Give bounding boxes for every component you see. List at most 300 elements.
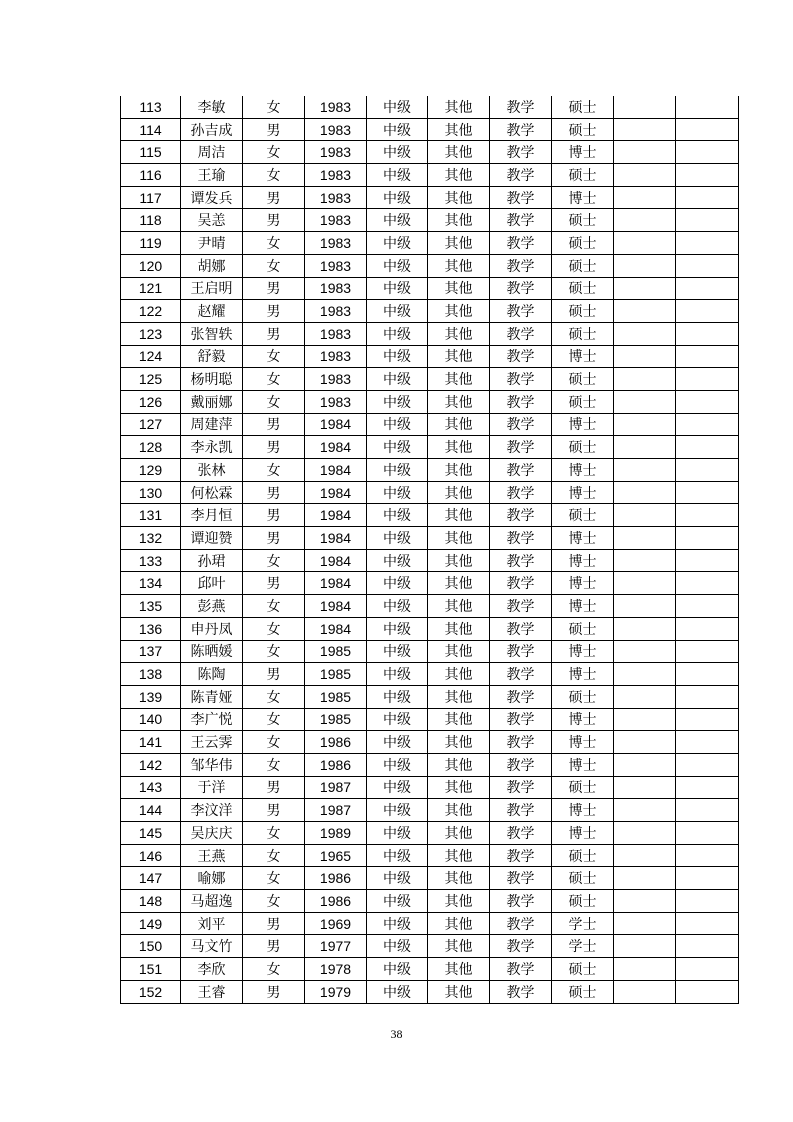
gender-cell: 女	[243, 640, 305, 663]
title-level-cell: 中级	[367, 322, 428, 345]
job-type-cell: 教学	[490, 504, 552, 527]
birth-year-cell: 1978	[305, 958, 367, 981]
row-number-cell: 124	[121, 345, 181, 368]
title-level-cell: 中级	[367, 958, 428, 981]
name-cell: 谭发兵	[181, 186, 243, 209]
job-type-cell: 教学	[490, 322, 552, 345]
job-type-cell: 教学	[490, 390, 552, 413]
row-number-cell: 147	[121, 867, 181, 890]
gender-cell: 女	[243, 232, 305, 255]
blank-col-9-cell	[614, 640, 676, 663]
job-type-cell: 教学	[490, 595, 552, 618]
title-level-cell: 中级	[367, 549, 428, 572]
blank-col-9-cell	[614, 118, 676, 141]
category-cell: 其他	[428, 890, 490, 913]
birth-year-cell: 1984	[305, 617, 367, 640]
blank-col-9-cell	[614, 527, 676, 550]
job-type-cell: 教学	[490, 572, 552, 595]
birth-year-cell: 1983	[305, 300, 367, 323]
birth-year-cell: 1984	[305, 595, 367, 618]
category-cell: 其他	[428, 663, 490, 686]
title-level-cell: 中级	[367, 527, 428, 550]
birth-year-cell: 1983	[305, 345, 367, 368]
blank-col-9-cell	[614, 345, 676, 368]
row-number-cell: 117	[121, 186, 181, 209]
job-type-cell: 教学	[490, 958, 552, 981]
degree-cell: 硕士	[552, 232, 614, 255]
name-cell: 于洋	[181, 776, 243, 799]
name-cell: 周洁	[181, 141, 243, 164]
blank-col-10-cell	[676, 753, 739, 776]
gender-cell: 男	[243, 413, 305, 436]
gender-cell: 女	[243, 254, 305, 277]
blank-col-9-cell	[614, 209, 676, 232]
job-type-cell: 教学	[490, 935, 552, 958]
degree-cell: 博士	[552, 141, 614, 164]
degree-cell: 硕士	[552, 322, 614, 345]
job-type-cell: 教学	[490, 186, 552, 209]
blank-col-10-cell	[676, 436, 739, 459]
birth-year-cell: 1983	[305, 254, 367, 277]
blank-col-9-cell	[614, 413, 676, 436]
job-type-cell: 教学	[490, 141, 552, 164]
blank-col-10-cell	[676, 368, 739, 391]
category-cell: 其他	[428, 504, 490, 527]
blank-col-10-cell	[676, 209, 739, 232]
row-number-cell: 120	[121, 254, 181, 277]
name-cell: 张林	[181, 459, 243, 482]
birth-year-cell: 1983	[305, 141, 367, 164]
blank-col-9-cell	[614, 572, 676, 595]
table-row	[121, 209, 739, 232]
staff-table	[120, 96, 739, 1004]
job-type-cell: 教学	[490, 209, 552, 232]
job-type-cell: 教学	[490, 300, 552, 323]
birth-year-cell: 1984	[305, 459, 367, 482]
name-cell: 刘平	[181, 912, 243, 935]
birth-year-cell: 1987	[305, 776, 367, 799]
blank-col-9-cell	[614, 277, 676, 300]
category-cell: 其他	[428, 685, 490, 708]
birth-year-cell: 1986	[305, 731, 367, 754]
category-cell: 其他	[428, 186, 490, 209]
name-cell: 何松霖	[181, 481, 243, 504]
category-cell: 其他	[428, 822, 490, 845]
name-cell: 邱叶	[181, 572, 243, 595]
degree-cell: 硕士	[552, 209, 614, 232]
gender-cell: 男	[243, 436, 305, 459]
blank-col-9-cell	[614, 799, 676, 822]
table-row	[121, 912, 739, 935]
blank-col-10-cell	[676, 322, 739, 345]
blank-col-10-cell	[676, 617, 739, 640]
title-level-cell: 中级	[367, 209, 428, 232]
degree-cell: 博士	[552, 481, 614, 504]
name-cell: 陈陶	[181, 663, 243, 686]
title-level-cell: 中级	[367, 595, 428, 618]
birth-year-cell: 1986	[305, 753, 367, 776]
table-row	[121, 685, 739, 708]
job-type-cell: 教学	[490, 663, 552, 686]
category-cell: 其他	[428, 481, 490, 504]
job-type-cell: 教学	[490, 731, 552, 754]
job-type-cell: 教学	[490, 549, 552, 572]
blank-col-9-cell	[614, 844, 676, 867]
degree-cell: 博士	[552, 413, 614, 436]
gender-cell: 男	[243, 799, 305, 822]
name-cell: 王瑜	[181, 164, 243, 187]
title-level-cell: 中级	[367, 799, 428, 822]
row-number-cell: 149	[121, 912, 181, 935]
table-row	[121, 799, 739, 822]
blank-col-9-cell	[614, 685, 676, 708]
title-level-cell: 中级	[367, 572, 428, 595]
table-row	[121, 822, 739, 845]
blank-col-9-cell	[614, 867, 676, 890]
title-level-cell: 中级	[367, 708, 428, 731]
category-cell: 其他	[428, 300, 490, 323]
birth-year-cell: 1985	[305, 708, 367, 731]
blank-col-9-cell	[614, 753, 676, 776]
job-type-cell: 教学	[490, 345, 552, 368]
row-number-cell: 141	[121, 731, 181, 754]
category-cell: 其他	[428, 776, 490, 799]
title-level-cell: 中级	[367, 640, 428, 663]
row-number-cell: 150	[121, 935, 181, 958]
blank-col-10-cell	[676, 96, 739, 118]
birth-year-cell: 1977	[305, 935, 367, 958]
title-level-cell: 中级	[367, 776, 428, 799]
blank-col-10-cell	[676, 572, 739, 595]
blank-col-10-cell	[676, 459, 739, 482]
row-number-cell: 138	[121, 663, 181, 686]
title-level-cell: 中级	[367, 481, 428, 504]
blank-col-9-cell	[614, 617, 676, 640]
blank-col-10-cell	[676, 799, 739, 822]
birth-year-cell: 1983	[305, 164, 367, 187]
gender-cell: 女	[243, 549, 305, 572]
title-level-cell: 中级	[367, 504, 428, 527]
row-number-cell: 145	[121, 822, 181, 845]
category-cell: 其他	[428, 867, 490, 890]
degree-cell: 硕士	[552, 436, 614, 459]
birth-year-cell: 1986	[305, 867, 367, 890]
birth-year-cell: 1984	[305, 572, 367, 595]
title-level-cell: 中级	[367, 164, 428, 187]
row-number-cell: 136	[121, 617, 181, 640]
job-type-cell: 教学	[490, 527, 552, 550]
gender-cell: 男	[243, 527, 305, 550]
name-cell: 舒毅	[181, 345, 243, 368]
table-row	[121, 753, 739, 776]
title-level-cell: 中级	[367, 753, 428, 776]
job-type-cell: 教学	[490, 368, 552, 391]
blank-col-10-cell	[676, 822, 739, 845]
blank-col-9-cell	[614, 481, 676, 504]
category-cell: 其他	[428, 164, 490, 187]
name-cell: 李永凯	[181, 436, 243, 459]
blank-col-9-cell	[614, 958, 676, 981]
blank-col-10-cell	[676, 232, 739, 255]
degree-cell: 学士	[552, 935, 614, 958]
blank-col-9-cell	[614, 504, 676, 527]
table-row	[121, 141, 739, 164]
row-number-cell: 130	[121, 481, 181, 504]
blank-col-10-cell	[676, 595, 739, 618]
title-level-cell: 中级	[367, 232, 428, 255]
category-cell: 其他	[428, 595, 490, 618]
table-row	[121, 708, 739, 731]
title-level-cell: 中级	[367, 685, 428, 708]
name-cell: 喻娜	[181, 867, 243, 890]
name-cell: 马超逸	[181, 890, 243, 913]
row-number-cell: 135	[121, 595, 181, 618]
blank-col-9-cell	[614, 549, 676, 572]
table-row	[121, 527, 739, 550]
title-level-cell: 中级	[367, 96, 428, 118]
blank-col-10-cell	[676, 844, 739, 867]
name-cell: 邹华伟	[181, 753, 243, 776]
job-type-cell: 教学	[490, 867, 552, 890]
category-cell: 其他	[428, 912, 490, 935]
row-number-cell: 116	[121, 164, 181, 187]
gender-cell: 男	[243, 277, 305, 300]
title-level-cell: 中级	[367, 617, 428, 640]
gender-cell: 女	[243, 595, 305, 618]
name-cell: 王燕	[181, 844, 243, 867]
category-cell: 其他	[428, 118, 490, 141]
table-row	[121, 390, 739, 413]
blank-col-10-cell	[676, 413, 739, 436]
job-type-cell: 教学	[490, 822, 552, 845]
table-row	[121, 504, 739, 527]
blank-col-9-cell	[614, 300, 676, 323]
table-row	[121, 935, 739, 958]
blank-col-9-cell	[614, 232, 676, 255]
table-row	[121, 572, 739, 595]
row-number-cell: 142	[121, 753, 181, 776]
degree-cell: 博士	[552, 663, 614, 686]
table-row	[121, 254, 739, 277]
blank-col-10-cell	[676, 685, 739, 708]
title-level-cell: 中级	[367, 345, 428, 368]
category-cell: 其他	[428, 799, 490, 822]
row-number-cell: 121	[121, 277, 181, 300]
title-level-cell: 中级	[367, 935, 428, 958]
blank-col-10-cell	[676, 663, 739, 686]
row-number-cell: 129	[121, 459, 181, 482]
name-cell: 陈青娅	[181, 685, 243, 708]
job-type-cell: 教学	[490, 413, 552, 436]
title-level-cell: 中级	[367, 436, 428, 459]
degree-cell: 硕士	[552, 390, 614, 413]
title-level-cell: 中级	[367, 413, 428, 436]
job-type-cell: 教学	[490, 640, 552, 663]
table-row	[121, 549, 739, 572]
table-row	[121, 345, 739, 368]
blank-col-10-cell	[676, 549, 739, 572]
degree-cell: 博士	[552, 572, 614, 595]
category-cell: 其他	[428, 368, 490, 391]
name-cell: 彭燕	[181, 595, 243, 618]
blank-col-10-cell	[676, 141, 739, 164]
title-level-cell: 中级	[367, 890, 428, 913]
title-level-cell: 中级	[367, 277, 428, 300]
job-type-cell: 教学	[490, 277, 552, 300]
blank-col-10-cell	[676, 345, 739, 368]
degree-cell: 硕士	[552, 300, 614, 323]
table-row	[121, 118, 739, 141]
gender-cell: 男	[243, 504, 305, 527]
title-level-cell: 中级	[367, 822, 428, 845]
job-type-cell: 教学	[490, 708, 552, 731]
table-row	[121, 481, 739, 504]
blank-col-10-cell	[676, 912, 739, 935]
blank-col-9-cell	[614, 164, 676, 187]
degree-cell: 硕士	[552, 254, 614, 277]
table-row	[121, 640, 739, 663]
category-cell: 其他	[428, 459, 490, 482]
blank-col-9-cell	[614, 459, 676, 482]
blank-col-10-cell	[676, 708, 739, 731]
row-number-cell: 137	[121, 640, 181, 663]
degree-cell: 硕士	[552, 164, 614, 187]
name-cell: 杨明聪	[181, 368, 243, 391]
name-cell: 陈晒媛	[181, 640, 243, 663]
category-cell: 其他	[428, 753, 490, 776]
job-type-cell: 教学	[490, 753, 552, 776]
table-row	[121, 186, 739, 209]
title-level-cell: 中级	[367, 186, 428, 209]
table-row	[121, 776, 739, 799]
birth-year-cell: 1983	[305, 232, 367, 255]
row-number-cell: 114	[121, 118, 181, 141]
birth-year-cell: 1987	[305, 799, 367, 822]
gender-cell: 女	[243, 617, 305, 640]
degree-cell: 硕士	[552, 844, 614, 867]
degree-cell: 硕士	[552, 685, 614, 708]
gender-cell: 女	[243, 844, 305, 867]
birth-year-cell: 1969	[305, 912, 367, 935]
title-level-cell: 中级	[367, 459, 428, 482]
blank-col-9-cell	[614, 935, 676, 958]
degree-cell: 博士	[552, 186, 614, 209]
title-level-cell: 中级	[367, 844, 428, 867]
table-row	[121, 958, 739, 981]
gender-cell: 男	[243, 118, 305, 141]
name-cell: 李汶洋	[181, 799, 243, 822]
name-cell: 马文竹	[181, 935, 243, 958]
blank-col-10-cell	[676, 300, 739, 323]
blank-col-10-cell	[676, 980, 739, 1003]
birth-year-cell: 1965	[305, 844, 367, 867]
gender-cell: 女	[243, 459, 305, 482]
birth-year-cell: 1984	[305, 481, 367, 504]
job-type-cell: 教学	[490, 844, 552, 867]
gender-cell: 男	[243, 572, 305, 595]
category-cell: 其他	[428, 322, 490, 345]
job-type-cell: 教学	[490, 912, 552, 935]
degree-cell: 博士	[552, 459, 614, 482]
name-cell: 李敏	[181, 96, 243, 118]
table-row	[121, 96, 739, 118]
title-level-cell: 中级	[367, 141, 428, 164]
row-number-cell: 128	[121, 436, 181, 459]
table-row	[121, 731, 739, 754]
blank-col-9-cell	[614, 390, 676, 413]
category-cell: 其他	[428, 640, 490, 663]
job-type-cell: 教学	[490, 776, 552, 799]
birth-year-cell: 1983	[305, 277, 367, 300]
row-number-cell: 127	[121, 413, 181, 436]
title-level-cell: 中级	[367, 300, 428, 323]
birth-year-cell: 1985	[305, 640, 367, 663]
table-row	[121, 368, 739, 391]
category-cell: 其他	[428, 96, 490, 118]
category-cell: 其他	[428, 209, 490, 232]
category-cell: 其他	[428, 527, 490, 550]
gender-cell: 女	[243, 731, 305, 754]
gender-cell: 女	[243, 368, 305, 391]
degree-cell: 硕士	[552, 958, 614, 981]
blank-col-10-cell	[676, 527, 739, 550]
title-level-cell: 中级	[367, 867, 428, 890]
degree-cell: 硕士	[552, 867, 614, 890]
title-level-cell: 中级	[367, 912, 428, 935]
table-row	[121, 867, 739, 890]
blank-col-9-cell	[614, 912, 676, 935]
row-number-cell: 123	[121, 322, 181, 345]
row-number-cell: 143	[121, 776, 181, 799]
birth-year-cell: 1986	[305, 890, 367, 913]
name-cell: 李广悦	[181, 708, 243, 731]
gender-cell: 男	[243, 300, 305, 323]
gender-cell: 男	[243, 209, 305, 232]
row-number-cell: 144	[121, 799, 181, 822]
birth-year-cell: 1983	[305, 186, 367, 209]
blank-col-10-cell	[676, 890, 739, 913]
blank-col-10-cell	[676, 481, 739, 504]
row-number-cell: 152	[121, 980, 181, 1003]
birth-year-cell: 1979	[305, 980, 367, 1003]
name-cell: 谭迎赞	[181, 527, 243, 550]
table-row	[121, 300, 739, 323]
row-number-cell: 125	[121, 368, 181, 391]
degree-cell: 硕士	[552, 776, 614, 799]
table-row	[121, 663, 739, 686]
category-cell: 其他	[428, 254, 490, 277]
job-type-cell: 教学	[490, 459, 552, 482]
blank-col-10-cell	[676, 254, 739, 277]
blank-col-10-cell	[676, 731, 739, 754]
gender-cell: 女	[243, 685, 305, 708]
birth-year-cell: 1983	[305, 118, 367, 141]
row-number-cell: 113	[121, 96, 181, 118]
title-level-cell: 中级	[367, 118, 428, 141]
category-cell: 其他	[428, 345, 490, 368]
birth-year-cell: 1983	[305, 322, 367, 345]
category-cell: 其他	[428, 980, 490, 1003]
name-cell: 戴丽娜	[181, 390, 243, 413]
gender-cell: 女	[243, 141, 305, 164]
name-cell: 张智轶	[181, 322, 243, 345]
job-type-cell: 教学	[490, 617, 552, 640]
table-row	[121, 595, 739, 618]
job-type-cell: 教学	[490, 436, 552, 459]
blank-col-10-cell	[676, 504, 739, 527]
blank-col-10-cell	[676, 277, 739, 300]
blank-col-9-cell	[614, 322, 676, 345]
